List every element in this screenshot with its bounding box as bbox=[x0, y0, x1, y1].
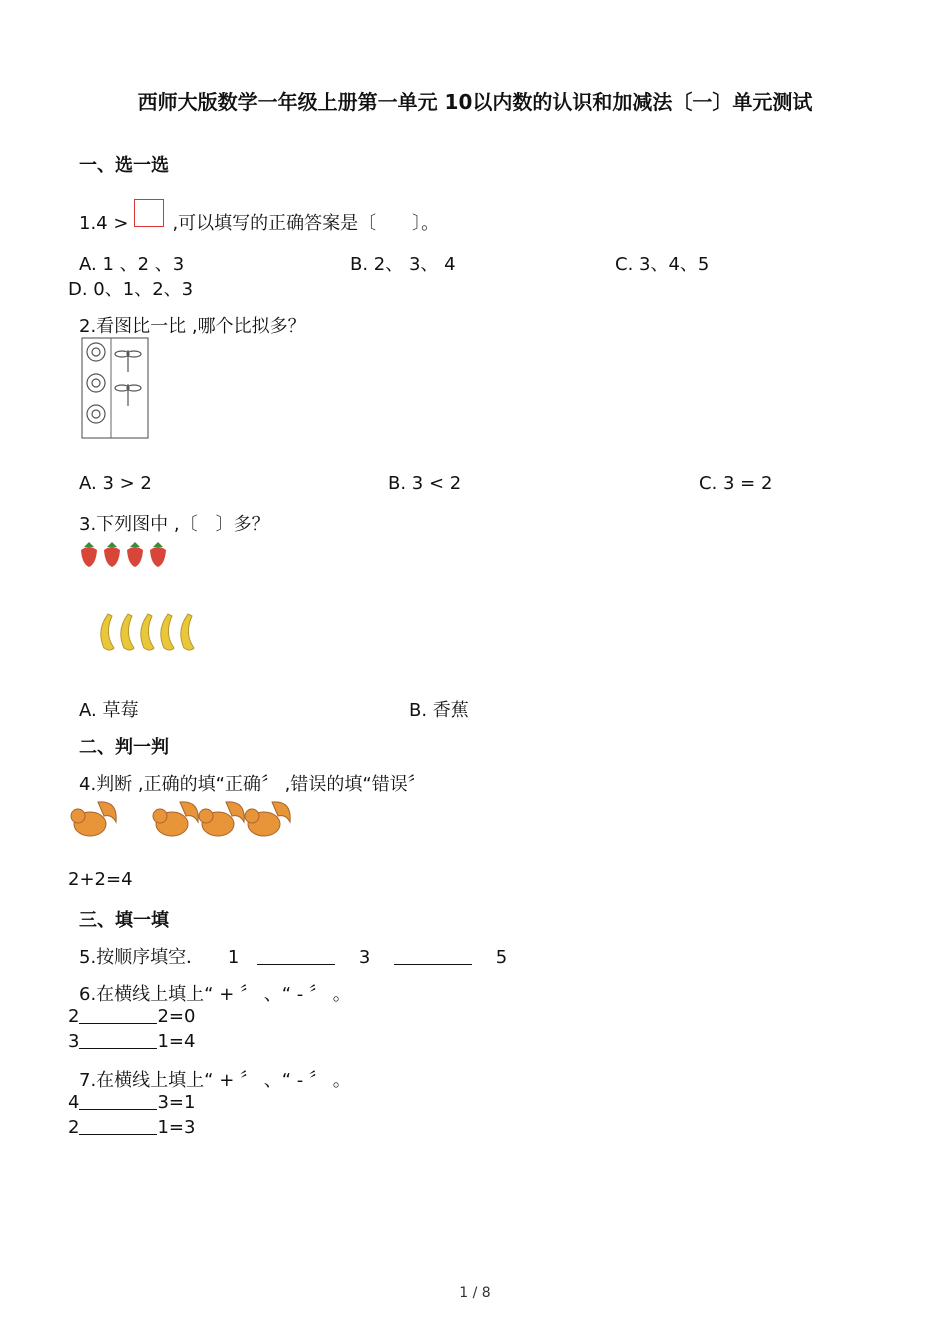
sequence-blank-2[interactable] bbox=[394, 946, 472, 965]
question-1-suffix: ,可以填写的正确答案是〔 〕。 bbox=[172, 213, 440, 234]
question-6: 6.在横线上填上“ + 〞 、“ - 〞 。 bbox=[79, 984, 351, 1005]
q7-row-2-right: 1=3 bbox=[157, 1117, 196, 1138]
squirrel-icon bbox=[71, 802, 290, 836]
q1-option-a[interactable]: A. 1 、2 、3 bbox=[79, 254, 185, 275]
section-heading-1: 一、选一选 bbox=[79, 155, 169, 176]
q1-option-d[interactable]: D. 0、1、2、3 bbox=[68, 279, 194, 300]
question-7: 7.在横线上填上“ + 〞 、“ - 〞 。 bbox=[79, 1070, 351, 1091]
q7-row-1-blank[interactable] bbox=[79, 1091, 157, 1110]
section-heading-2: 二、判一判 bbox=[79, 737, 169, 758]
q6-row-1 bbox=[68, 1005, 195, 1027]
q7-row-2-blank[interactable] bbox=[79, 1116, 157, 1135]
q6-row-2 bbox=[68, 1030, 195, 1052]
q7-row-1 bbox=[68, 1091, 195, 1113]
question-4: 4.判断 ,正确的填“正确〞 ,错误的填“错误〞 bbox=[79, 774, 426, 795]
question-5-text: 5.按顺序填空． bbox=[79, 947, 205, 968]
q3-option-a[interactable]: A. 草莓 bbox=[79, 700, 139, 721]
sequence-blank-1[interactable] bbox=[257, 946, 335, 965]
q7-row-2-left: 2 bbox=[68, 1117, 80, 1138]
strawberry-icon bbox=[81, 542, 166, 567]
q3-option-b[interactable]: B. 香蕉 bbox=[409, 700, 469, 721]
q4-equation: 2+2=4 bbox=[68, 869, 133, 890]
squirrel-illustration bbox=[68, 796, 294, 844]
sequence-number-3: 3 bbox=[358, 947, 371, 968]
q7-row-1-right: 3=1 bbox=[157, 1092, 196, 1113]
q7-row-2 bbox=[68, 1116, 195, 1138]
banana-icon bbox=[101, 614, 194, 650]
page-title: 西师大版数学一年级上册第一单元 10以内数的认识和加减法〔一〕单元测试 bbox=[137, 90, 813, 114]
question-5 bbox=[79, 943, 507, 969]
q6-row-1-right: 2=0 bbox=[157, 1006, 196, 1027]
question-1 bbox=[79, 199, 439, 235]
page-number: 1 / 8 bbox=[459, 1285, 491, 1301]
section-heading-3: 三、填一填 bbox=[79, 910, 169, 931]
q6-row-2-blank[interactable] bbox=[79, 1030, 157, 1049]
flower-icon bbox=[87, 343, 105, 423]
q6-row-1-left: 2 bbox=[68, 1006, 80, 1027]
sequence-number-1: 1 bbox=[227, 947, 240, 968]
q7-row-1-left: 4 bbox=[68, 1092, 80, 1113]
q1-option-b[interactable]: B. 2、 3、 4 bbox=[350, 254, 456, 275]
flower-dragonfly-illustration bbox=[80, 336, 150, 440]
question-1-prefix: 1.4 > bbox=[79, 213, 129, 234]
q1-option-c[interactable]: C. 3、4、5 bbox=[615, 254, 710, 275]
q2-option-c[interactable]: C. 3 = 2 bbox=[699, 473, 773, 494]
question-2: 2.看图比一比 ,哪个比拟多？ bbox=[79, 316, 306, 337]
q2-option-a[interactable]: A. 3 > 2 bbox=[79, 473, 152, 494]
banana-illustration bbox=[94, 610, 204, 654]
sequence-number-5: 5 bbox=[495, 947, 508, 968]
dragonfly-icon bbox=[115, 350, 141, 406]
strawberry-illustration bbox=[78, 538, 174, 570]
q2-option-b[interactable]: B. 3 < 2 bbox=[388, 473, 462, 494]
question-3: 3.下列图中 ,〔 〕多？ bbox=[79, 514, 270, 535]
q6-row-1-blank[interactable] bbox=[79, 1005, 157, 1024]
answer-box bbox=[134, 199, 164, 227]
q6-row-2-right: 1=4 bbox=[157, 1031, 196, 1052]
q6-row-2-left: 3 bbox=[68, 1031, 80, 1052]
